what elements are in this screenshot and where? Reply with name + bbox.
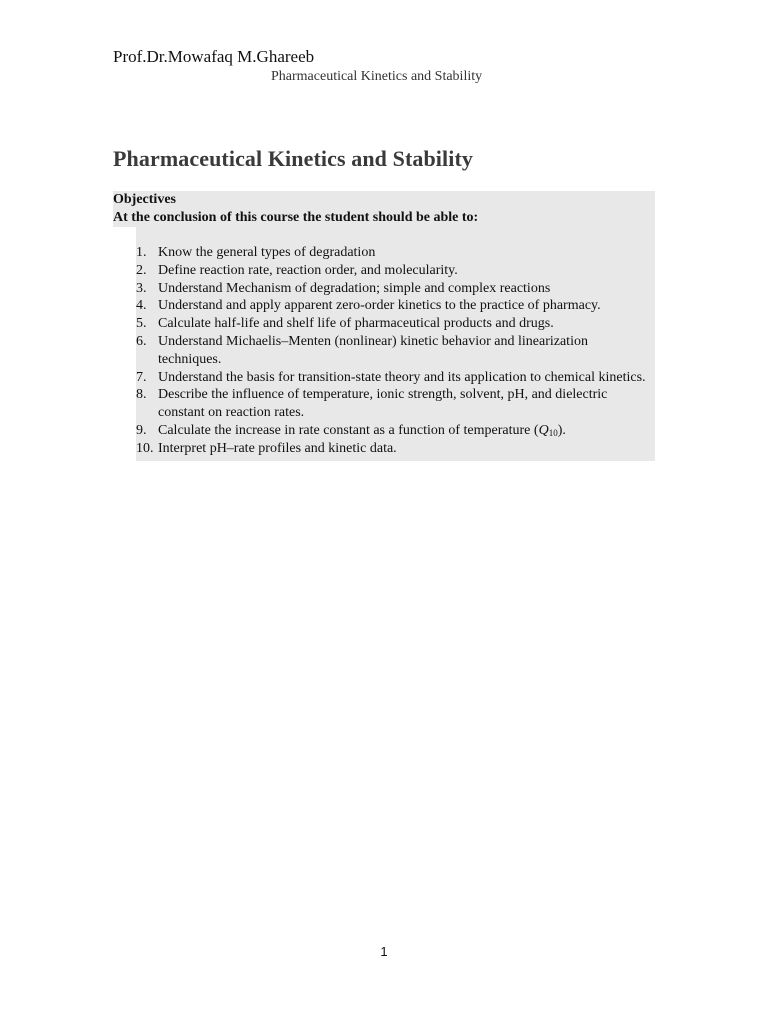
objective-text-after: ). [557, 422, 566, 438]
page-number: 1 [380, 944, 388, 959]
objective-number: 1. [136, 245, 147, 260]
objective-number: 4. [136, 298, 147, 314]
objectives-section [113, 191, 655, 461]
objectives-list [136, 244, 655, 458]
objective-text: Describe the influence of temperature, ionic strength, solvent, pH, and dielectric constant on reaction rates. [158, 387, 608, 421]
objective-number: 7. [136, 369, 147, 385]
objective-number: 3. [136, 280, 147, 296]
objective-item-5 [136, 315, 655, 333]
objective-item-4 [136, 297, 655, 315]
objective-number: 5. [136, 316, 147, 332]
objective-text: Understand the basis for transition-state theory and its application to chemical kinetics. [158, 369, 646, 385]
objective-text: Know the general types of degradation [158, 245, 376, 260]
objective-item-9 [136, 422, 655, 440]
objective-item-7 [136, 369, 655, 387]
objective-number: 9. [136, 422, 147, 438]
objectives-intro: At the conclusion of this course the student should be able to: [113, 209, 655, 227]
objective-text: Interpret pH–rate profiles and kinetic data. [158, 440, 397, 456]
objective-item-3 [136, 280, 655, 298]
objective-number: 8. [136, 387, 147, 403]
running-header-title: Pharmaceutical Kinetics and Stability [271, 69, 483, 84]
objective-text: Understand Mechanism of degradation; simple and complex reactions [158, 280, 551, 296]
q10-subscript: 10 [548, 427, 558, 438]
objective-item-1 [136, 244, 655, 262]
objective-text: Understand Michaelis–Menten (nonlinear) kinetic behavior and linearization techniques. [158, 333, 588, 367]
objective-item-8 [136, 386, 655, 422]
objective-text: Understand and apply apparent zero-order kinetics to the practice of pharmacy. [158, 298, 601, 314]
objective-number: 6. [136, 333, 147, 349]
objective-text: Define reaction rate, reaction order, and molecularity. [158, 262, 458, 278]
objectives-heading: Objectives [113, 191, 655, 209]
objective-item-2 [136, 262, 655, 280]
objective-number: 2. [136, 262, 147, 278]
objective-text [158, 423, 566, 438]
objective-text-before: Calculate the increase in rate constant as a function of temperature ( [158, 422, 539, 438]
q10-symbol: Q [538, 422, 549, 438]
objective-item-6 [136, 333, 655, 369]
objective-number: 10. [136, 440, 154, 456]
objectives-list-container [136, 227, 655, 461]
objective-text: Calculate half-life and shelf life of pharmaceutical products and drugs. [158, 316, 554, 332]
objective-item-10 [136, 440, 655, 458]
author-name: Prof.Dr.Mowafaq M.Ghareeb [113, 47, 315, 66]
document-title: Pharmaceutical Kinetics and Stability [113, 146, 473, 171]
